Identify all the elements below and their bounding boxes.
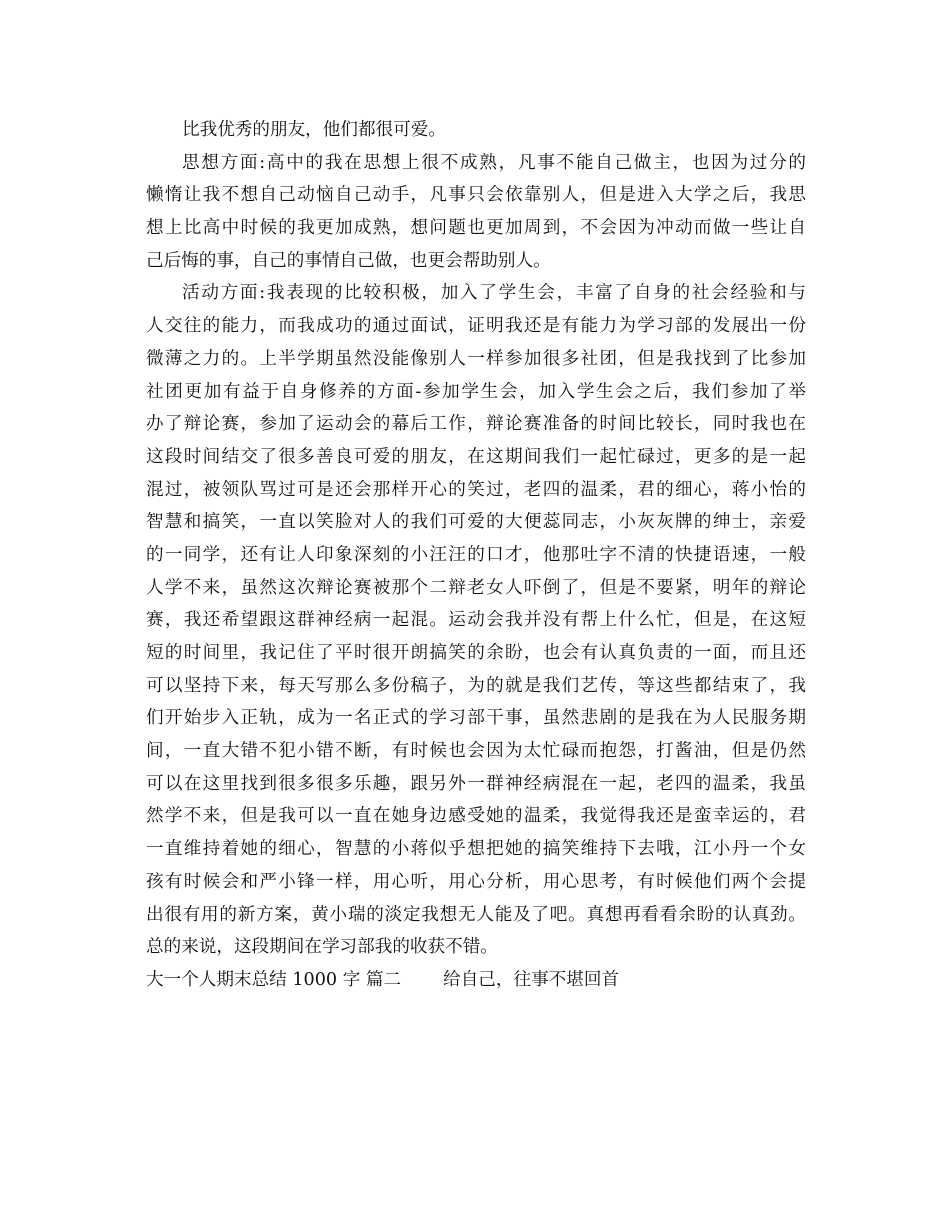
text-line: 短的时间里，我记住了平时很开朗搞笑的余盼，也会有认真负责的一面，而且还 [146, 643, 806, 663]
text-line: 人学不来，虽然这次辩论赛被那个二辩老女人吓倒了，但是不要紧，明年的辩论 [146, 577, 806, 598]
text-line: 然学不来，但是我可以一直在她身边感受她的温柔，我觉得我还是蛮幸运的，君 [146, 806, 806, 827]
paragraph-activities [146, 277, 806, 963]
text-line: 智慧和搞笑，一直以笑脸对人的我们可爱的大便蕊同志，小灰灰牌的绅士，亲爱 [146, 512, 806, 533]
text-line: 想上比高中时候的我更加成熟，想问题也更加周到，不会因为冲动而做一些让自 [146, 218, 806, 239]
paragraph-thoughts [146, 147, 806, 278]
text-line: 办了辩论赛，参加了运动会的幕后工作，辩论赛准备的时间比较长，同时我也在 [146, 414, 806, 435]
text-line: 微薄之力的。上半学期虽然没能像别人一样参加很多社团，但是我找到了比参加 [146, 348, 806, 369]
text-line: 懒惰让我不想自己动恼自己动手，凡事只会依靠别人，但是进入大学之后，我思 [146, 185, 806, 206]
text-line: 总的来说，这段期间在学习部我的收获不错。 [146, 937, 498, 958]
text-line: 思想方面:高中的我在思想上很不成熟，凡事不能自己做主，也因为过分的 [182, 152, 806, 173]
text-line: 活动方面:我表现的比较积极，加入了学生会，丰富了自身的社会经验和与 [182, 283, 806, 304]
text-line: 间，一直大错不犯小错不断，有时候也会因为太忙碌而抱怨，打酱油，但是仍然 [146, 741, 806, 762]
section-title: 大一个人期末总结 1000 字 篇二 [146, 969, 402, 990]
document-body [146, 114, 806, 997]
paragraph-continuation [146, 114, 806, 147]
text-line: 社团更加有益于自身修养的方面-参加学生会，加入学生会之后，我们参加了举 [146, 381, 806, 402]
text-line: 出很有用的新方案，黄小瑞的淡定我想无人能及了吧。真想再看看余盼的认真劲。 [146, 904, 806, 925]
text-line: 可以坚持下来，每天写那么多份稿子，为的就是我们艺传，等这些都结束了，我 [146, 675, 806, 696]
text-line: 孩有时候会和严小锋一样，用心听，用心分析，用心思考，有时候他们两个会提 [146, 871, 806, 892]
text-line: 的一同学，还有让人印象深刻的小汪汪的口才，他那吐字不清的快捷语速，一般 [146, 544, 806, 565]
text-line: 赛，我还希望跟这群神经病一起混。运动会我并没有帮上什么忙，但是，在这短 [146, 610, 806, 631]
text-line: 己后悔的事，自己的事情自己做，也更会帮助别人。 [146, 250, 551, 271]
text-line: 人交往的能力，而我成功的通过面试，证明我还是有能力为学习部的发展出一份 [146, 316, 806, 337]
text-line: 这段时间结交了很多善良可爱的朋友，在这期间我们一起忙碌过，更多的是一起 [146, 446, 806, 467]
text-line: 比我优秀的朋友，他们都很可爱。 [182, 120, 446, 140]
text-line: 一直维持着她的细心，智慧的小蒋似乎想把她的搞笑维持下去哦，江小丹一个女 [146, 839, 806, 860]
text-line: 混过，被领队骂过可是还会那样开心的笑过，老四的温柔，君的细心，蒋小怡的 [146, 479, 806, 500]
text-line: 们开始步入正轨，成为一名正式的学习部干事，虽然悲剧的是我在为人民服务期 [146, 708, 806, 729]
text-line: 可以在这里找到很多很多乐趣，跟另外一群神经病混在一起，老四的温柔，我虽 [146, 773, 806, 794]
section-heading [146, 964, 806, 997]
section-subtitle: 给自己，往事不堪回首 [443, 969, 620, 990]
